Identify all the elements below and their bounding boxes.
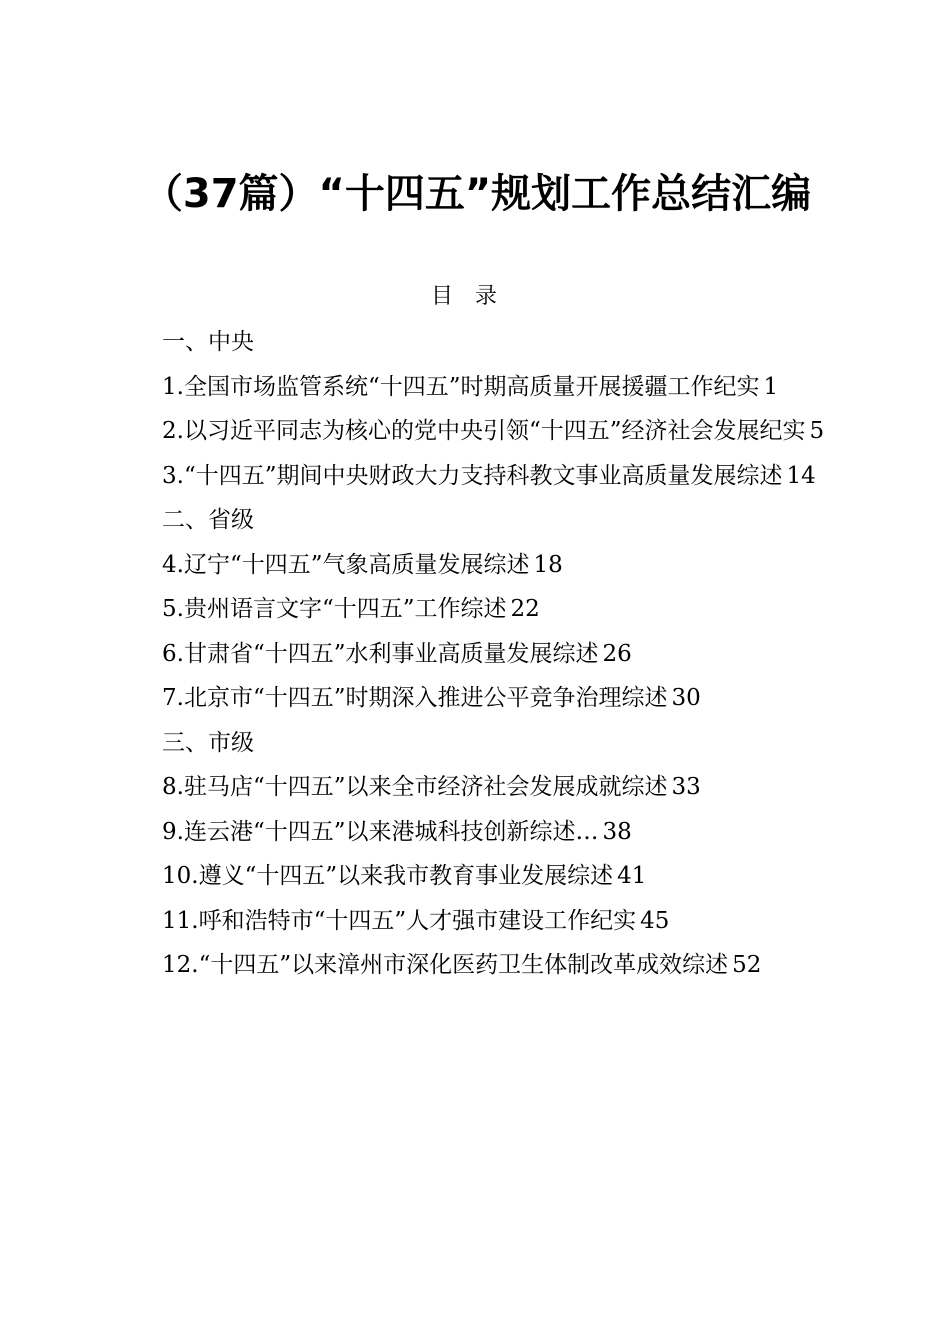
toc-entry[interactable]	[128, 810, 828, 855]
toc-entry-page: 52	[732, 952, 762, 978]
toc-entry-page: 30	[671, 685, 701, 711]
section-heading: 二、省级	[162, 507, 254, 533]
section-heading: 一、中央	[162, 329, 254, 355]
toc-entry[interactable]	[128, 676, 828, 721]
toc-entry-page: 33	[671, 774, 701, 800]
toc-entry-title: 9.连云港“十四五”以来港城科技创新综述…	[162, 818, 599, 845]
toc-entry-page: 5	[809, 418, 825, 444]
document-title: （37篇）“十四五”规划工作总结汇编	[142, 171, 812, 217]
toc-entry-title: 3.“十四五”期间中央财政大力支持科教文事业高质量发展综述	[162, 462, 783, 489]
toc-entry[interactable]	[128, 543, 828, 588]
toc-entry-title: 8.驻马店“十四五”以来全市经济社会发展成就综述	[162, 774, 668, 800]
toc-entry-title: 2.以习近平同志为核心的党中央引领“十四五”经济社会发展纪实	[162, 418, 806, 444]
toc-entry-title: 6.甘肃省“十四五”水利事业高质量发展综述	[162, 640, 599, 667]
toc-entry-title: 11.呼和浩特市“十四五”人才强市建设工作纪实	[162, 907, 637, 934]
toc-entry[interactable]	[128, 632, 828, 677]
toc-entry-page: 45	[640, 907, 670, 934]
toc-entry-title: 4.辽宁“十四五”气象高质量发展综述	[162, 551, 530, 578]
toc-entry-page: 26	[602, 640, 632, 667]
toc-entry-title: 12.“十四五”以来漳州市深化医药卫生体制改革成效综述	[162, 952, 729, 978]
toc-entry-page: 41	[617, 863, 647, 889]
toc-entry-page: 18	[533, 551, 563, 578]
toc-heading: 目录	[430, 284, 519, 309]
section-heading: 三、市级	[162, 729, 254, 756]
toc-entry-title: 10.遵义“十四五”以来我市教育事业发展综述	[162, 863, 614, 889]
toc-entry[interactable]	[128, 765, 828, 810]
toc-entry[interactable]	[128, 899, 828, 944]
toc-entry-title: 5.贵州语言文字“十四五”工作综述	[162, 596, 507, 622]
toc-entry-title: 1.全国市场监管系统“十四五”时期高质量开展援疆工作纪实	[162, 373, 760, 400]
toc-entry-page: 14	[786, 462, 816, 489]
toc-entry[interactable]	[128, 943, 828, 988]
toc-entry[interactable]	[128, 409, 828, 454]
toc-entry[interactable]	[128, 454, 828, 499]
toc-entry-page: 38	[602, 818, 632, 845]
toc-entry[interactable]	[128, 365, 828, 410]
toc-entry-page: 22	[510, 596, 540, 622]
toc-entry-title: 7.北京市“十四五”时期深入推进公平竞争治理综述	[162, 685, 668, 711]
toc-entry-page: 1	[763, 373, 779, 400]
table-of-contents	[128, 320, 828, 988]
toc-entry[interactable]	[128, 587, 828, 632]
toc-entry[interactable]	[128, 854, 828, 899]
